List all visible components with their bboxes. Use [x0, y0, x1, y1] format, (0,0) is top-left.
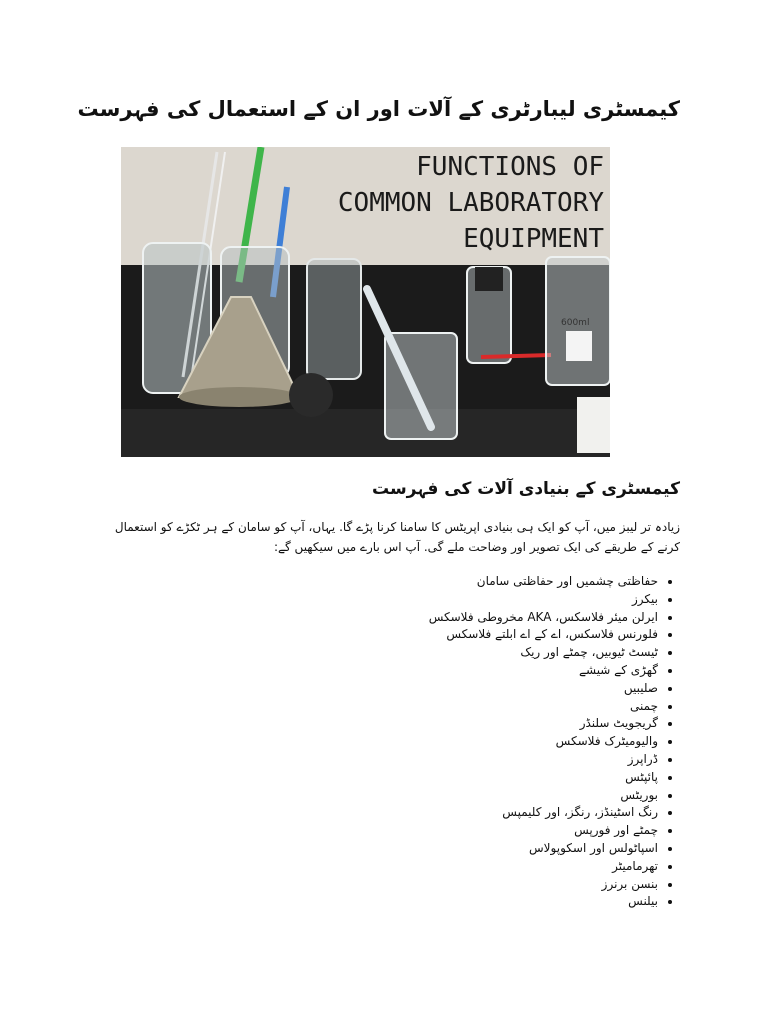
- lab-equipment-photo: [121, 147, 610, 457]
- lab-equipment-illustration: [121, 147, 610, 457]
- list-item: • پائپٹس: [300, 769, 658, 787]
- photo-text-line-1: FUNCTIONS OF: [416, 152, 604, 182]
- list-item: • اسپاٹولس اور اسکوپولاس: [300, 840, 658, 858]
- list-item: • صلیبیں: [300, 680, 658, 698]
- list-item: • تھرمامیٹر: [300, 858, 658, 876]
- list-item: • ڈراپرز: [300, 751, 658, 769]
- list-item: • بیکرز: [300, 591, 658, 609]
- list-item: • فلورنس فلاسکس، اے کے اے ابلتے فلاسکس: [300, 626, 658, 644]
- intro-paragraph: زیادہ تر لیبز میں، آپ کو ایک ہی بنیادی اپریٹس کا سامنا کرنا پڑے گا. یہاں، آپ کو سامان کے ہر ٹکڑے کو استعمال کرنے کے طریقے کی ایک تصویر اور وضاحت ملے گی. آپ اس بارے میں سیکھیں گے:: [114, 520, 680, 554]
- list-item: • گریجویٹ سلنڈر: [300, 715, 658, 733]
- photo-text-line-2: COMMON LABORATORY: [337, 188, 604, 218]
- list-item: • حفاظتی چشمیں اور حفاظتی سامان: [300, 573, 658, 591]
- list-item: • بوریٹس: [300, 787, 658, 805]
- list-item: • بنسن برنرز: [300, 876, 658, 894]
- list-item: • ٹیسٹ ٹیوبیں، چمٹے اور ریک: [300, 644, 658, 662]
- document-title: کیمسٹری لیبارٹری کے آلات اور ان کے استعمال کی فہرست: [77, 97, 680, 121]
- list-item: • چمٹے اور فورپس: [300, 822, 658, 840]
- list-item: • رنگ اسٹینڈز، رنگز، اور کلیمپس: [300, 804, 658, 822]
- list-item: • ایرلن میئر فلاسکس، AKA مخروطی فلاسکس: [300, 609, 658, 627]
- list-item: • والیومیٹرک فلاسکس: [300, 733, 658, 751]
- beaker-label: 600ml: [561, 318, 590, 328]
- photo-text-line-3: EQUIPMENT: [463, 224, 604, 254]
- equipment-list: [300, 573, 680, 911]
- list-item: • چمنی: [300, 698, 658, 716]
- section-heading: کیمسٹری کے بنیادی آلات کی فہرست: [371, 479, 680, 499]
- list-item: • بیلنس: [300, 893, 658, 911]
- list-item: • گھڑی کے شیشے: [300, 662, 658, 680]
